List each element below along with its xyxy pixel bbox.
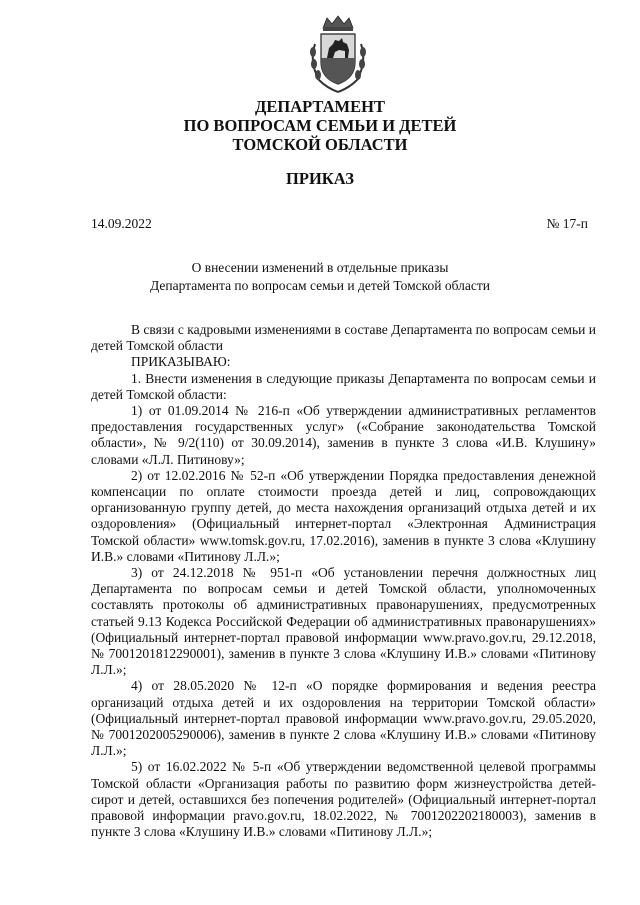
document-number: № 17-п (546, 216, 588, 231)
sub-item-4: 4) от 28.05.2020 № 12-п «О порядке формирования и ведения реестра организаций отдыха детей и их оздоровления на территории Томской области» (Официальный интернет-портал правовой информации www.pravo.gov.ru, 29.05.2020, № 7001202005290006), заменив в пункте 2 слова «Клушину И.В.» словами «Питинову Л.Л.»; (91, 678, 596, 759)
org-name-line2: ПО ВОПРОСАМ СЕМЬИ И ДЕТЕЙ (183, 116, 457, 135)
org-name-line1: ДЕПАРТАМЕНТ (255, 97, 385, 116)
document-type: ПРИКАЗ (286, 169, 354, 188)
item-1: 1. Внести изменения в следующие приказы Департамента по вопросам семьи и детей Томской области: (91, 370, 596, 402)
sub-item-3: 3) от 24.12.2018 № 951-п «Об установлении перечня должностных лиц Департамента по вопросам семьи и детей Томской области, уполномоченных составлять протоколы об административных правонарушениях, предусмотренных статьей 9.13 Кодекса Российской Федерации об административных правонарушениях» (Официальный интернет-портал правовой информации www.pravo.gov.ru, 29.12.2018, № 7001201812290001), заменив в пункте 3 слова «Клушину И.В.» словами «Питинову Л.Л.»; (91, 565, 596, 678)
document-date: 14.09.2022 (91, 216, 152, 231)
subject-line2: Департамента по вопросам семьи и детей Томской области (150, 278, 490, 293)
sub-item-5: 5) от 16.02.2022 № 5-п «Об утверждении ведомственной целевой программы Томской области «Организация работы по развитию форм жизнеустройства детей-сирот и детей, оставшихся без попечения родителей» (Официальный интернет-портал правовой информации pravo.gov.ru, 18.02.2022, № 7001202202180003), заменив в пункте 3 слова «Клушину И.В.» словами «Питинову Л.Л.»; (91, 759, 596, 840)
document-body (91, 322, 596, 841)
sub-item-1: 1) от 01.09.2014 № 216-п «Об утверждении административных регламентов предоставления государственных услуг» («Собрание законодательства Томской области», № 9/2(110) от 30.09.2014), заменив в пункте 3 слова «И.В. Клушину» словами «Л.Л. Питинову»; (91, 403, 596, 467)
order-word: ПРИКАЗЫВАЮ: (131, 354, 231, 370)
intro-paragraph: В связи с кадровыми изменениями в составе Департамента по вопросам семьи и детей Томской области (91, 322, 596, 354)
tomsk-coat-of-arms-icon (305, 14, 371, 94)
org-name-line3: ТОМСКОЙ ОБЛАСТИ (232, 135, 408, 154)
sub-item-2: 2) от 12.02.2016 № 52-п «Об утверждении Порядка предоставления денежной компенсации по оплате стоимости проезда детей и лиц, сопровождающих организованную группу детей, до места нахождения организаций отдыха детей и их оздоровления» (Официальный интернет-портал «Электронная Администрация Томской области» www.tomsk.gov.ru, 17.02.2016), заменив в пункте 3 слова «Клушину И.В.» словами «Питинову Л.Л.»; (91, 467, 596, 564)
subject-line1: О внесении изменений в отдельные приказы (191, 260, 449, 275)
